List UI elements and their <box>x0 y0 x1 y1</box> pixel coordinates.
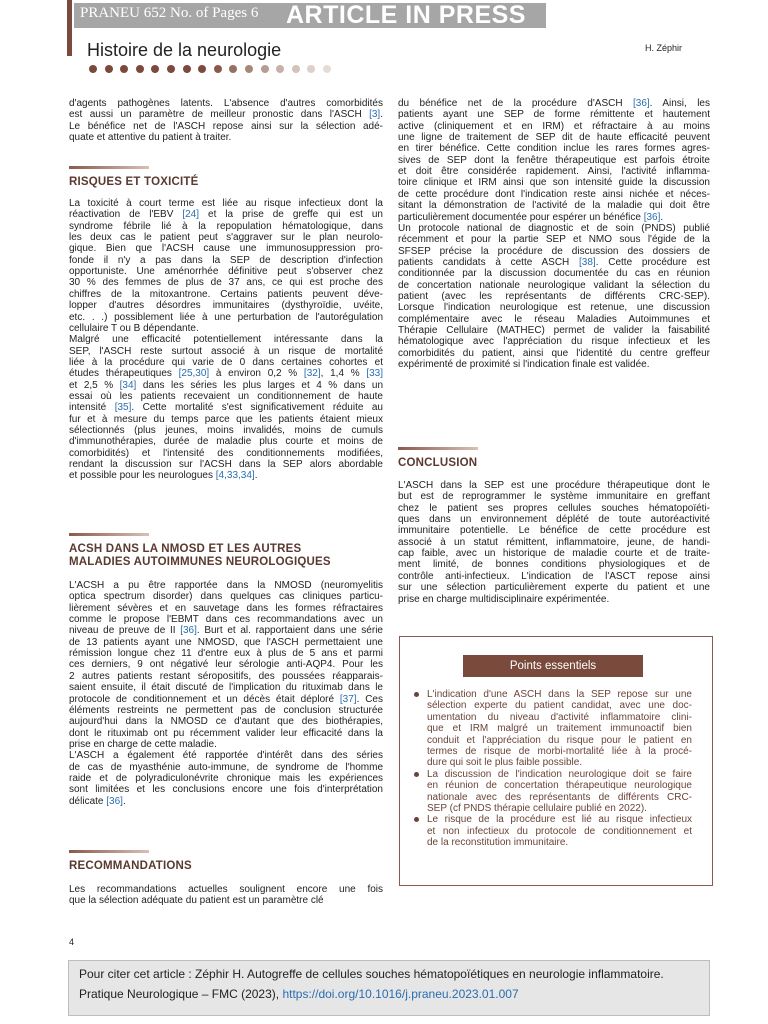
right-text-line: de concertation nationale neurologique validant la sélection du <box>398 279 710 291</box>
key-point-line: sélection experte du patient candidat, avec une doc- <box>427 700 692 712</box>
reference-link[interactable]: [36] <box>643 211 661 223</box>
reference-link[interactable]: [34] <box>119 379 137 391</box>
heading-rule <box>398 447 478 450</box>
reference-link[interactable]: [24] <box>182 209 200 221</box>
risques-text-line: SEP, l'ASCH reste surtout associé à un risque de mortalité <box>69 345 383 357</box>
acsh-text-line: prise en charge de cette maladie. <box>69 738 217 750</box>
right-text-line: et doit être considérée rapidement. Ainsi, l'activité inflamma- <box>398 166 710 178</box>
reference-link[interactable]: [35] <box>114 402 132 414</box>
decorative-dot <box>229 65 237 73</box>
key-point-line: Le risque de la procédure est lié au risque infectieux <box>427 814 692 826</box>
reference-link[interactable]: [37] <box>339 693 357 705</box>
intro-text-line <box>69 109 383 120</box>
section-title: Histoire de la neurologie <box>87 40 282 60</box>
risques-text-line <box>69 402 383 413</box>
right-text-line: expérimenté de proximité si l'indication finale est validée. <box>398 359 650 371</box>
risques-text-line: fonde il n'y a pas dans la SEP de description d'infection <box>69 254 383 266</box>
right-text-line <box>398 212 710 223</box>
text-run: . <box>380 109 383 121</box>
risques-text-line <box>69 470 383 481</box>
header-accent-bar <box>67 0 72 56</box>
right-text-line: toire clinique et IRM ainsi que son intensité guide la discussion <box>398 177 710 189</box>
key-point-line: en réunion de concertation thérapeutique neurologique <box>427 780 692 792</box>
text-run: réactivation de l'EBV <box>69 209 183 221</box>
text-run: , 1,4 % <box>320 368 367 380</box>
right-text-line: sives de SEP dont la fenêtre thérapeutique est parfois étroite <box>398 154 710 166</box>
text-run: patients candidats à cette ASCH <box>398 256 580 268</box>
decorative-dot <box>136 65 144 73</box>
key-point-line: de la reconstitution immunitaire. <box>427 837 569 849</box>
right-text-line: Un protocole national de diagnostic et de soin (PNDS) publié <box>398 222 710 234</box>
key-point-line: dure qui soit le plus faible possible. <box>427 757 583 769</box>
right-text-line: Thérapie Cellulaire (MATHEC) permet de valider la faisabilité <box>398 325 710 336</box>
right-text-line: comorbidités du patient, ainsi que l'identité du centre greffeur <box>398 347 710 359</box>
heading-acsh-line-2: MALADIES AUTOIMMUNES NEUROLOGIQUES <box>69 556 331 568</box>
right-text-line: SFSEP précise la procédure de discussion des dossiers de <box>398 245 710 257</box>
heading-rule <box>69 850 149 853</box>
right-text-line: récemment et pour la partie SEP et NMO sous l'égide de la <box>398 234 710 246</box>
key-point-line: umentation du niveau d'activité inflammatoire clini- <box>427 711 692 723</box>
heading-rule <box>69 166 149 169</box>
journal-meta: PRANEU 652 No. of Pages 6 <box>80 5 259 21</box>
intro-text-line: Le bénéfice net de l'ASCH repose ainsi sur la sélection adé- <box>69 120 383 132</box>
conclusion-text-line: associé à un statut rémittent, inflammatoire, jeune, de handi- <box>398 536 710 548</box>
decorative-dot <box>89 65 97 73</box>
right-text-line: conditionnée par la discussion documentée du cas en réunion <box>398 268 710 280</box>
text-run: est aussi un paramètre de meilleur pronostic dans l'ASCH <box>69 109 370 121</box>
reco-text-line: Les recommandations actuelles soulignent encore une fois <box>69 884 383 895</box>
risques-text-line: essai où les patients recevaient un conditionnement de haute <box>69 390 383 402</box>
acsh-text-line: ces derniers, 9 ont négativé leur sérologie anti-AQP4. Pour les <box>69 659 383 671</box>
risques-text-line: les deux cas le patient peut s'aggraver sur le plan neurolo- <box>69 232 383 244</box>
right-text-line <box>398 257 710 268</box>
decorative-dot <box>245 65 253 73</box>
reference-link[interactable]: [36] <box>632 98 650 109</box>
conclusion-text-line: contrôle anti-infectieux. L'indication de l'ASCT repose ainsi <box>398 570 710 582</box>
decorative-dot <box>292 65 300 73</box>
citation-line-2 <box>79 987 519 1001</box>
acsh-text-line: rémission longue chez 11 d'entre eux à plus de 5 ans et parmi <box>69 648 383 660</box>
text-run: intensité <box>69 402 115 414</box>
risques-text-line <box>69 380 383 391</box>
risques-text-line: gique. Bien que l'ACSH cause une immunosuppression pro- <box>69 243 383 255</box>
reference-link[interactable]: [32] <box>303 368 321 380</box>
text-run: et la prise de greffe qui est un <box>199 209 383 221</box>
acsh-text-line: optica spectrum disorder) dans quelques cas cliniques particu- <box>69 591 383 603</box>
heading-recommandations: RECOMMANDATIONS <box>69 860 192 872</box>
risques-text-line: sélectionnés (plus jeunes, moins invalidés, moins de cumuls <box>69 425 383 436</box>
heading-acsh-line-1: ACSH DANS LA NMOSD ET LES AUTRES <box>69 543 302 555</box>
article-in-press-title: ARTICLE IN PRESS <box>286 1 526 29</box>
acsh-text-line: saient ensuite, il était discuté de l'implication du rituximab dans le <box>69 682 383 694</box>
decorative-dot <box>183 65 191 73</box>
right-text-line <box>398 98 710 109</box>
right-text-line: complémentaire avec le réseau Maladies Autoimmunes et <box>398 313 710 325</box>
acsh-text-line: sont limitées et les conclusions encore une fois d'interprétation <box>69 784 383 796</box>
risques-text-line: cellulaire T ou B dépendante. <box>69 322 199 334</box>
right-text-line: une ligne de traitement de SEP dit de haute efficacité peuvent <box>398 132 710 144</box>
text-run: . Ainsi, les <box>649 98 710 109</box>
acsh-text-line: comme le propose l'EBMT dans ces recommandations avec un <box>69 614 383 626</box>
heading-conclusion: CONCLUSION <box>398 457 478 469</box>
reference-link[interactable]: [4,33,34] <box>215 470 255 482</box>
citation-line-1: Pour citer cet article : Zéphir H. Autogreffe de cellules souches hématopoïétiques en neurologie inflammatoire. <box>79 967 664 981</box>
text-run: études thérapeutiques <box>69 368 179 380</box>
risques-text-line: etc. . .) possiblement liée à une perturbation de l'autorégulation <box>69 311 383 323</box>
text-run: et 2,5 % <box>69 379 120 391</box>
acsh-text-line: L'ACSH a pu être rapportée dans la NMOSD (neuromyelitis <box>69 580 383 591</box>
risques-text-line <box>69 209 383 220</box>
acsh-text-line: lièrement sévères et en sauvetage dans les formes réfractaires <box>69 602 383 614</box>
text-run: protocole de conditionnement et un décès était déploré <box>69 693 340 705</box>
reference-link[interactable]: [38] <box>579 256 596 268</box>
risques-text-line <box>69 368 383 379</box>
acsh-text-line: raide et de polyradiculonévrite chronique mais les expériences <box>69 772 383 784</box>
text-run: . <box>254 470 258 482</box>
risques-text-line: lopper d'autres désordres immunitaires (dysthyroïdie, uvéite, <box>69 300 383 312</box>
decorative-dot <box>105 65 113 73</box>
risques-text-line: syndrome fébrile lié à la repopulation hématologique, dans <box>69 220 383 232</box>
conclusion-text-line: chez le patient ses propres cellules souches hématopoïéti- <box>398 502 710 514</box>
text-run: . Cette mortalité s'est significativement réduite au <box>131 402 383 414</box>
key-point-line: que et IRM malgré un traitement immunoactif bien <box>427 723 692 735</box>
heading-risques: RISQUES ET TOXICITÉ <box>69 176 199 188</box>
risques-text-line: La toxicité à court terme est liée au risque infectieux dont la <box>69 198 383 209</box>
acsh-text-line <box>69 625 383 636</box>
conclusion-text-line: cap faible, avec un historique de maladie courte et de traite- <box>398 548 710 560</box>
decorative-dot <box>276 65 284 73</box>
author-header: H. Zéphir <box>644 43 682 53</box>
decorative-dot <box>323 65 331 73</box>
reference-link[interactable]: [25,30] <box>178 368 210 380</box>
conclusion-text-line: sur une sélection particulièrement experte du patient et une <box>398 582 710 594</box>
risques-text-line: liée à la procédure qui varie de 0 dans certaines cohortes et <box>69 356 383 368</box>
risques-text-line: comorbidités) et l'intensité des conditionnements modifiées, <box>69 447 383 459</box>
decorative-dot <box>198 65 206 73</box>
text-run: niveau de preuve de II <box>69 625 181 637</box>
citation-doi-link[interactable]: https://doi.org/10.1016/j.praneu.2023.01.007 <box>282 987 519 1001</box>
text-run: . Cette procédure est <box>595 256 710 268</box>
decorative-dot <box>307 65 315 73</box>
right-text-line: patients ayant une SEP de forme rémittente et hautement <box>398 109 710 121</box>
risques-text-line: Malgré une efficacité potentiellement intéressante dans la <box>69 334 383 346</box>
conclusion-text-line: ques dans un environnement déplété de toute autoréactivité <box>398 514 710 526</box>
acsh-text-line: éléments restreints ne permettent pas de conclusion structurée <box>69 704 383 716</box>
decorative-dot <box>151 65 159 73</box>
conclusion-text-line: L'ASCH dans la SEP est une procédure thérapeutique dont le <box>398 480 710 491</box>
key-point-line: La discussion de l'indication neurologique doit se faire <box>427 768 692 780</box>
text-run: . <box>122 795 126 807</box>
conclusion-text-line: ment limité, de bonnes conditions physiologiques et de <box>398 559 710 571</box>
key-points-title: Points essentiels <box>463 655 643 677</box>
conclusion-text-line: immunitaire potentielle. Le bénéfice de cette procédure est <box>398 525 710 537</box>
risques-text-line: opportuniste. Une aménorrhée définitive peut s'observer chez <box>69 266 383 278</box>
conclusion-text-line: prise en charge multidisciplinaire expérimentée. <box>398 593 610 605</box>
text-run: . Burt et al. rapportaient dans une série <box>196 625 383 637</box>
text-run: à environ 0,2 % <box>209 368 304 380</box>
right-text-line: Lorsque l'indication neurologique est retenue, une discussion <box>398 302 710 314</box>
key-point-line: et non infectieux du protocole de conditionnement et <box>427 825 692 837</box>
right-text-line: en tirer bénéfice. Cette condition inclue les rares formes agres- <box>398 143 710 155</box>
text-run: du bénéfice net de la procédure d'ASCH <box>398 98 633 109</box>
key-point-line: conduit et l'appréciation du risque pour le patient en <box>427 734 692 746</box>
text-run: . Ces <box>356 693 383 705</box>
heading-rule <box>69 533 149 536</box>
conclusion-text-line: but est de reprogrammer le système immunitaire en greffant <box>398 491 710 503</box>
risques-text-line: chiffres de la mitoxantrone. Certains patients peuvent déve- <box>69 288 383 300</box>
page-number: 4 <box>69 937 75 947</box>
risques-text-line: fur et à mesure du temps parce que les patients étaient mieux <box>69 413 383 425</box>
text-run: particulièrement documentée pour espérer un bénéfice <box>398 211 644 223</box>
right-text-line: active (cliniquement et en IRM) et réfractaire à au moins <box>398 120 710 132</box>
bullet-icon <box>414 772 419 777</box>
right-text-line: de cette procédure dont l'indication reste ainsi nichée et néces- <box>398 188 710 200</box>
right-text-line: patient (avec les représentants de différents CRC-SEP). <box>398 290 710 302</box>
decorative-dot <box>214 65 222 73</box>
risques-text-line: 30 % des femmes de plus de 37 ans, ce qui est proche des <box>69 277 383 289</box>
reco-text-line: que la sélection adéquate du patient est un paramètre clé <box>69 895 324 907</box>
text-run: délicate <box>69 795 107 807</box>
reference-link[interactable]: [33] <box>366 368 384 380</box>
intro-text-line: quate et attentive du patient à traiter. <box>69 132 232 144</box>
right-text-line: hématologique avec l'appréciation du risque infectieux et les <box>398 336 710 348</box>
acsh-text-line <box>69 796 383 807</box>
risques-text-line: d'immunothérapies, durée de maladie plus courte et moins de <box>69 436 383 448</box>
reference-link[interactable]: [3] <box>369 109 381 121</box>
text-run: . <box>660 211 664 223</box>
citation-journal: Pratique Neurologique – FMC (2023), <box>79 987 283 1001</box>
decorative-dot <box>120 65 128 73</box>
key-point-line: termes de risque de morbi-mortalité liée à la procé- <box>427 746 692 757</box>
reference-link[interactable]: [36] <box>106 795 123 807</box>
acsh-text-line: aujourd'hui dans la NMOSD ce d'autant que des biothérapies, <box>69 716 383 728</box>
key-point-line: L'indication d'une ASCH dans la SEP repose sur une <box>427 689 692 700</box>
decorative-dot <box>261 65 269 73</box>
acsh-text-line: L'ASCH a également été rapportée d'intérêt dans des séries <box>69 750 383 762</box>
acsh-text-line: de 13 patients ayant une NMOSD, que l'ASCH permettaient une <box>69 636 383 648</box>
text-run: et possible pour les neurologues <box>69 470 216 482</box>
bullet-icon <box>414 692 419 697</box>
intro-text-line: d'agents pathogènes latents. L'absence d'autres comorbidités <box>69 98 383 109</box>
key-point-line: SEP (cf PNDS thérapie cellulaire publié en 2022). <box>427 803 647 814</box>
right-text-line: sitant la démonstration de l'activité de la maladie qui doit être <box>398 200 710 212</box>
reference-link[interactable]: [36] <box>180 625 197 637</box>
key-point-line: nationale avec des représentants de différents CRC- <box>427 791 692 803</box>
acsh-text-line <box>69 694 383 705</box>
acsh-text-line: dont le rituximab ont pu récemment valider leur efficacité dans la <box>69 727 383 739</box>
acsh-text-line: 2 autres patients restant séropositifs, des poussées réapparais- <box>69 670 383 682</box>
acsh-text-line: de cas de myasthénie auto-immune, de syndrome de l'homme <box>69 761 383 773</box>
decorative-dot <box>167 65 175 73</box>
risques-text-line: rendant la discussion sur l'ACSH dans la SEP alors abordable <box>69 459 383 471</box>
text-run: dans les séries les plus larges et 4 % dans un <box>136 379 384 391</box>
